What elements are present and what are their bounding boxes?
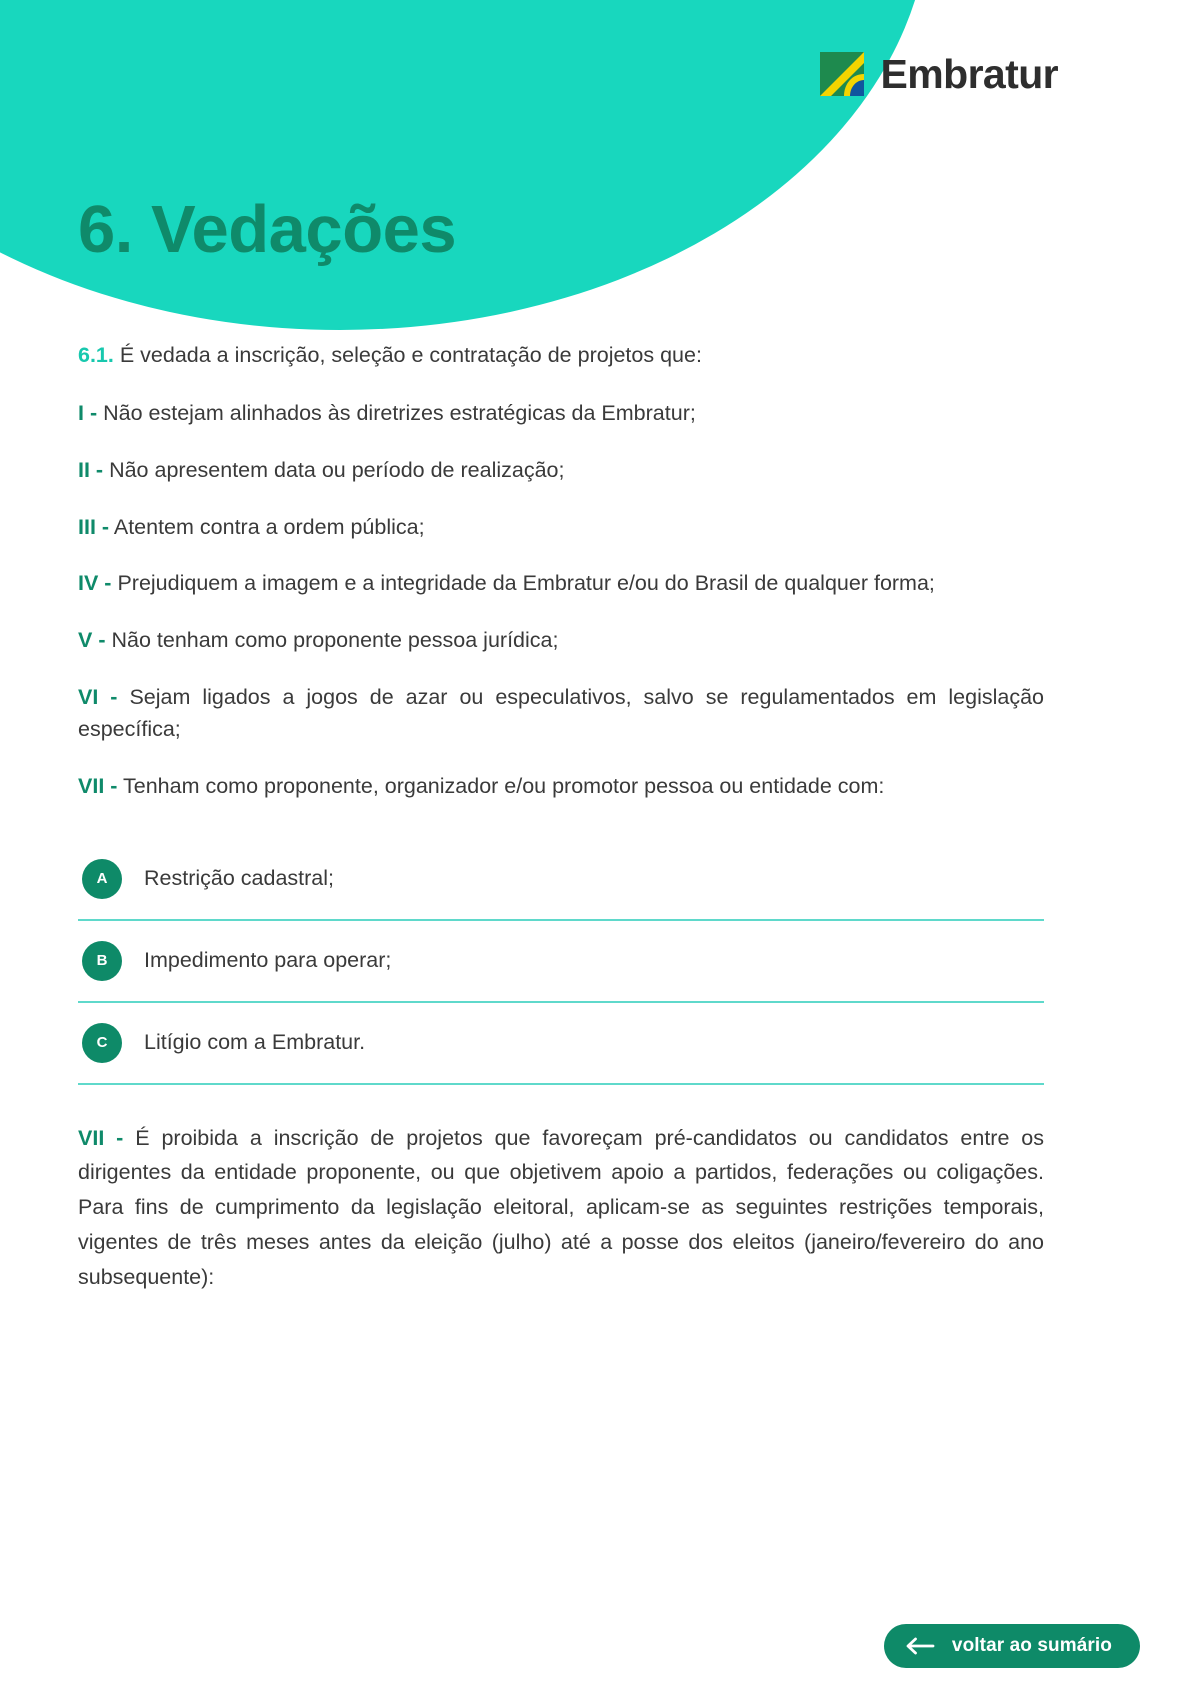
- vedacao-item-3: [78, 511, 1044, 544]
- item-text: Não estejam alinhados às diretrizes estratégicas da Embratur;: [103, 401, 696, 426]
- item-text: Tenham como proponente, organizador e/ou promotor pessoa ou entidade com:: [123, 773, 885, 798]
- closing-text: É proibida a inscrição de projetos que favoreçam pré-candidatos ou candidatos entre os dirigentes da entidade proponente, ou que objetivem apoio a partidos, federações ou coligações. Para fins de cumprimento da legislação eleitoral, aplicam-se as seguintes restrições temporais, vigentes de três meses antes da eleição (julho) até a posse dos eleitos (janeiro/fevereiro do ano subsequente):: [78, 1125, 1044, 1289]
- item-text: Atentem contra a ordem pública;: [113, 514, 425, 539]
- item-numeral: III -: [78, 514, 110, 539]
- item-numeral: V -: [78, 627, 106, 652]
- letter-item-text: Impedimento para operar;: [144, 947, 392, 972]
- item-numeral: I -: [78, 401, 98, 426]
- item-text: Sejam ligados a jogos de azar ou especulativos, salvo se regulamentados em legislação específica;: [78, 684, 1044, 742]
- lead-paragraph: [78, 340, 1044, 371]
- arrow-left-icon: [906, 1637, 936, 1655]
- decorative-blob: [0, 0, 930, 330]
- embratur-flag-icon: [820, 52, 864, 96]
- item-text: Prejudiquem a imagem e a integridade da Embratur e/ou do Brasil de qualquer forma;: [117, 571, 935, 596]
- vedacao-item-7: [78, 770, 1044, 803]
- item-numeral: II -: [78, 457, 104, 482]
- brand-logo: [820, 52, 1058, 96]
- closing-paragraph: [78, 1121, 1044, 1295]
- vedacao-item-6: [78, 681, 1044, 746]
- vedacao-item-2: [78, 454, 1044, 487]
- letter-badge-a: A: [82, 859, 122, 899]
- item-numeral: IV -: [78, 571, 112, 596]
- lettered-sub-items: [78, 839, 1044, 1085]
- closing-numeral: VII -: [78, 1125, 124, 1150]
- letter-badge-b: B: [82, 941, 122, 981]
- letter-item-text: Restrição cadastral;: [144, 865, 334, 890]
- list-item: [78, 1003, 1044, 1085]
- lead-number: 6.1.: [78, 343, 114, 367]
- lead-text: É vedada a inscrição, seleção e contratação de projetos que:: [119, 343, 702, 367]
- page-title: 6. Vedações: [78, 191, 457, 267]
- list-item: [78, 839, 1044, 921]
- list-item: [78, 921, 1044, 1003]
- vedacao-item-1: [78, 397, 1044, 430]
- item-text: Não apresentem data ou período de realização;: [109, 457, 565, 482]
- item-numeral: VI -: [78, 684, 118, 709]
- page-header: [0, 0, 1200, 330]
- letter-badge-c: C: [82, 1023, 122, 1063]
- letter-item-text: Litígio com a Embratur.: [144, 1029, 366, 1054]
- item-text: Não tenham como proponente pessoa jurídica;: [111, 627, 559, 652]
- item-numeral: VII -: [78, 773, 118, 798]
- vedacao-item-5: [78, 624, 1044, 657]
- content-body: [78, 340, 1044, 1295]
- back-to-summary-label: voltar ao sumário: [951, 1635, 1112, 1656]
- brand-wordmark: Embratur: [880, 50, 1058, 97]
- back-to-summary-button[interactable]: [884, 1624, 1140, 1668]
- vedacao-item-4: [78, 567, 1044, 600]
